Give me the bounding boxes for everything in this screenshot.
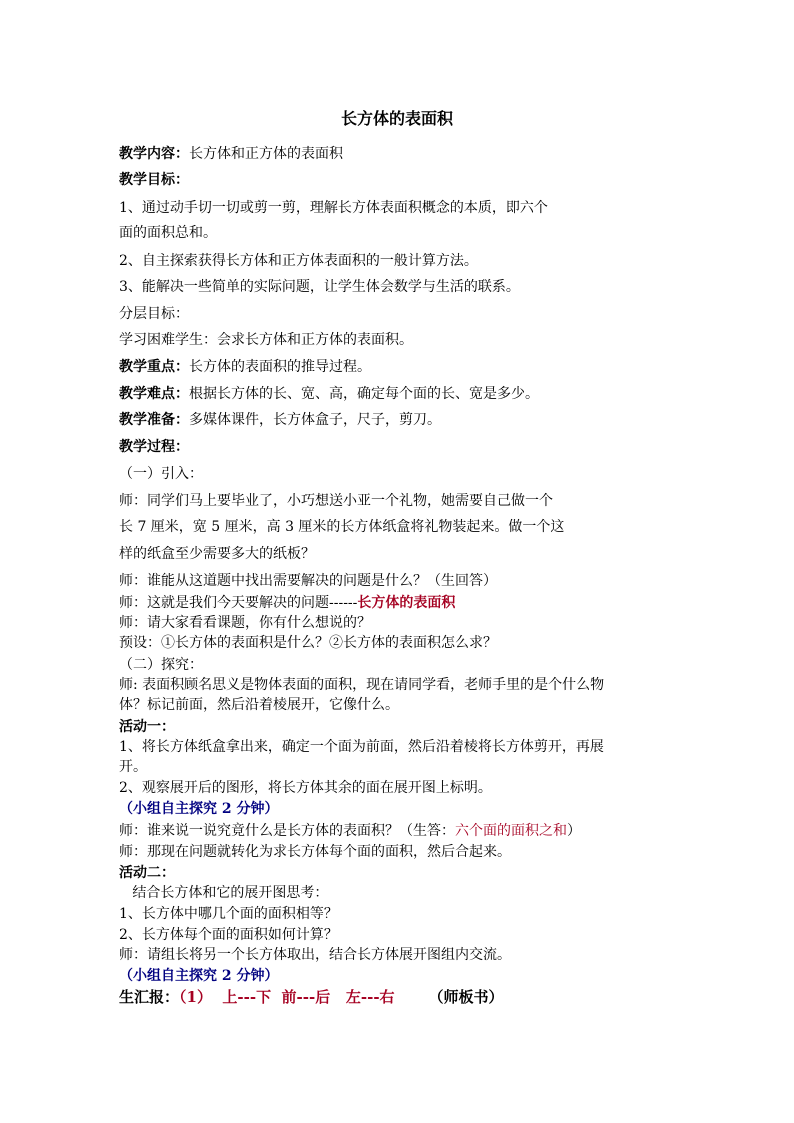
goal-line: 2、自主探索获得长方体和正方体表面积的一般计算方法。 [119,253,478,269]
difficulty-text: 根据长方体的长、宽、高，确定每个面的长、宽是多少。 [189,386,539,402]
report-board-note: （师板书） [428,988,504,1006]
key-point-line [119,358,371,376]
report-line [119,988,504,1006]
key-point-text: 长方体的表面积的推导过程。 [189,359,371,375]
goal-line: 1、通过动手切一切或剪一剪，理解长方体表面积概念的本质，即六个 [119,200,548,216]
difficulty-label: 教学难点： [119,386,189,402]
activity2-line: 2、长方体每个面的面积如何计算？ [119,927,338,943]
activity1-heading: 活动一： [119,719,175,735]
goal-line: 3、能解决一些简单的实际问题，让学生体会数学与生活的联系。 [119,279,520,295]
intro-line: 样的纸盒至少需要多大的纸板？ [119,546,315,562]
activity1-transform-line: 师：那现在问题就转化为求长方体每个面的面积，然后合起来。 [119,844,511,860]
tiered-heading: 分层目标： [119,306,189,322]
activity2-line: 师：请组长将另一个长方体取出，结合长方体展开图组内交流。 [119,947,511,963]
intro-heading: （一）引入： [119,466,203,482]
page-title: 长方体的表面积 [340,109,453,128]
difficulty-line [119,385,539,403]
activity2-line: 结合长方体和它的展开图思考： [119,885,329,901]
explore-line: 师: 表面积顾名思义是物体表面的面积，现在请同学看，老师手里的是个什么物 [119,677,605,693]
explore-line: 体？标记前面，然后沿着棱展开，它像什么。 [119,697,399,713]
activity1-question-line [119,822,581,840]
activity1-group-note: （小组自主探究 2 分钟） [119,801,279,817]
activity2-group-note: （小组自主探究 2 分钟） [119,968,279,984]
question-suffix: ） [567,823,581,839]
topic-highlight: 长方体的表面积 [357,595,456,611]
activity2-line: 1、长方体中哪几个面的面积相等？ [119,906,338,922]
explore-heading: （二）探究： [119,657,203,673]
intro-line: 长 7 厘米，宽 5 厘米，高 3 厘米的长方体纸盒将礼物装起来。做一个这 [119,519,565,535]
preparation-text: 多媒体课件，长方体盒子，尺子，剪刀。 [189,412,441,428]
content-line [119,145,343,163]
process-heading: 教学过程： [119,439,189,455]
key-point-label: 教学重点： [119,359,189,375]
report-label: 生汇报： [119,988,180,1006]
intro-line: 师：请大家看看课题，你有什么想说的？ [119,615,371,631]
content-label: 教学内容： [119,146,189,162]
intro-line: 师：谁能从这道题中找出需要解决的问题是什么？（生回答） [119,573,497,589]
goals-heading: 教学目标： [119,172,189,188]
preparation-line [119,411,441,429]
topic-prefix: 师：这就是我们今天要解决的问题------ [119,595,358,611]
goal-line: 面的面积总和。 [119,225,217,241]
activity2-heading: 活动二： [119,865,175,881]
activity1-line: 开。 [119,759,147,775]
report-pairs: （1） 上---下 前---后 左---右 [179,988,395,1006]
question-answer: 六个面的面积之和 [455,823,567,839]
question-prefix: 师：谁来说一说究竟什么是长方体的表面积？（生答： [119,823,455,839]
preparation-label: 教学准备： [119,412,189,428]
intro-topic-line [119,594,455,612]
intro-line: 预设：①长方体的表面积是什么？②长方体的表面积怎么求？ [119,635,497,651]
activity1-line: 2、观察展开后的图形，将长方体其余的面在展开图上标明。 [119,780,492,796]
activity1-line: 1、将长方体纸盒拿出来，确定一个面为前面，然后沿着棱将长方体剪开，再展 [119,739,604,755]
content-text: 长方体和正方体的表面积 [189,146,343,162]
intro-line: 师：同学们马上要毕业了，小巧想送小亚一个礼物，她需要自己做一个 [119,493,553,509]
tiered-text: 学习困难学生：会求长方体和正方体的表面积。 [119,332,413,348]
